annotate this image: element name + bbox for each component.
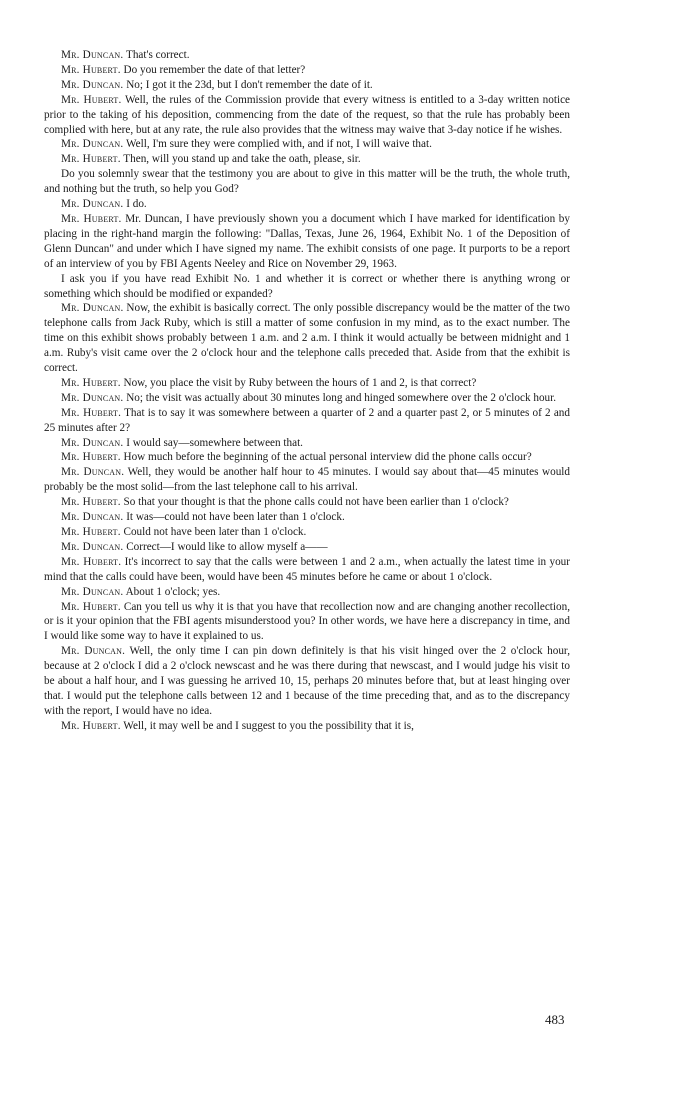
paragraph-text: How much before the beginning of the actual personal interview did the phone calls occur?: [120, 451, 532, 464]
testimony-paragraph: [44, 510, 570, 525]
speaker-label: Mr. Duncan.: [61, 302, 124, 315]
paragraph-text: Do you solemnly swear that the testimony you are about to give in this matter will be the truth, the whole truth, and nothing but the truth, so help you God?: [44, 168, 570, 196]
testimony-paragraph: [44, 465, 570, 495]
testimony-paragraph: [44, 63, 570, 78]
paragraph-text: I ask you if you have read Exhibit No. 1 and whether it is correct or whether there is anything wrong or something which should be modified or expanded?: [44, 272, 570, 300]
speaker-label: Mr. Duncan.: [61, 198, 124, 211]
testimony-paragraph: [44, 406, 570, 436]
paragraph-text: No; I got it the 23d, but I don't remember the date of it.: [123, 78, 373, 91]
paragraph-text: That is to say it was somewhere between a quarter of 2 and a quarter past 2, or 5 minutes of 2 and 25 minutes after 2?: [44, 406, 570, 434]
speaker-label: Mr. Duncan.: [61, 585, 124, 598]
paragraph-text: It's incorrect to say that the calls were between 1 and 2 a.m., when actually the latest time in your mind that the calls could have been, would have been 45 minutes before he came or about 1 o'clock.: [44, 555, 570, 583]
speaker-label: Mr. Duncan.: [61, 78, 124, 91]
paragraph-text: Well, the rules of the Commission provide that every witness is entitled to a 3-day written notice prior to the taking of his deposition, commencing from the date of the request, so that the rule has probably been complied with here, but at any rate, the rule also provides that the witness may waive that 3-day notice if he wishes.: [44, 93, 570, 136]
speaker-label: Mr. Duncan.: [61, 138, 124, 151]
testimony-paragraph: [44, 644, 570, 719]
testimony-paragraph: [44, 719, 570, 734]
paragraph-text: It was—could not have been later than 1 o'clock.: [123, 511, 345, 524]
testimony-paragraph: [44, 376, 570, 391]
testimony-paragraph: [44, 212, 570, 272]
testimony-paragraph: [44, 272, 570, 302]
testimony-paragraph: [44, 197, 570, 212]
speaker-label: Mr. Hubert.: [61, 555, 122, 568]
speaker-label: Mr. Duncan.: [61, 391, 124, 404]
speaker-label: Mr. Hubert.: [61, 451, 121, 464]
paragraph-text: Well, it may well be and I suggest to you the possibility that it is,: [120, 719, 414, 732]
speaker-label: Mr. Hubert.: [61, 93, 122, 106]
testimony-paragraph: [44, 301, 570, 376]
speaker-label: Mr. Hubert.: [61, 153, 121, 166]
paragraph-text: Now, the exhibit is basically correct. The only possible discrepancy would be the matter of the two telephone calls from Jack Ruby, which is still a matter of some confusion in my mind, as to the exact number. The time on this exhibit shows probably between 1 a.m. and 2 a.m. I think it would actually be between midnight and 1 a.m. Ruby's visit came over the 2 o'clock hour and the telephone calls preceded that. Aside from that the exhibit is correct.: [44, 302, 570, 375]
speaker-label: Mr. Hubert.: [61, 719, 121, 732]
page-number: 483: [545, 1012, 565, 1027]
paragraph-text: Then, will you stand up and take the oath, please, sir.: [120, 153, 361, 166]
paragraph-text: Well, they would be another half hour to 45 minutes. I would say about that—45 minutes would probably be the most solid—from the last telephone call to his arrival.: [44, 466, 571, 494]
speaker-label: Mr. Duncan.: [61, 645, 126, 658]
testimony-paragraph: [44, 167, 570, 197]
testimony-paragraph: [44, 525, 570, 540]
speaker-label: Mr. Hubert.: [61, 526, 121, 538]
testimony-paragraph: [44, 48, 570, 63]
speaker-label: Mr. Duncan.: [61, 49, 124, 61]
speaker-label: Mr. Hubert.: [61, 600, 121, 613]
testimony-paragraph: [44, 540, 570, 555]
testimony-paragraph: [44, 450, 570, 465]
testimony-paragraph: [44, 495, 570, 510]
speaker-label: Mr. Hubert.: [61, 63, 121, 76]
speaker-label: Mr. Duncan.: [61, 540, 124, 553]
paragraph-text: Could not have been later than 1 o'clock.: [120, 526, 307, 538]
testimony-paragraph: [44, 137, 570, 152]
paragraph-text: I do.: [123, 198, 147, 211]
paragraph-text: Correct—I would like to allow myself a——: [123, 540, 328, 553]
paragraph-text: Now, you place the visit by Ruby between the hours of 1 and 2, is that correct?: [120, 376, 477, 389]
testimony-paragraph: [44, 585, 570, 600]
paragraph-text: Mr. Duncan, I have previously shown you a document which I have marked for identification by placing in the right-hand margin the following: "Dallas, Texas, June 26, 1964, Exhibit No. 1 of the Deposition of Glenn Duncan" and under which I have signed my name. The exhibit consists of one page. It purports to be a report of an interview of you by FBI Agents Neeley and Rice on November 29, 1963.: [44, 212, 570, 270]
speaker-label: Mr. Duncan.: [61, 436, 124, 449]
speaker-label: Mr. Hubert.: [61, 496, 121, 509]
testimony-paragraph: [44, 600, 570, 645]
paragraph-text: I would say—somewhere between that.: [123, 436, 303, 449]
paragraph-text: So that your thought is that the phone calls could not have been earlier than 1 o'clock?: [120, 496, 509, 509]
paragraph-text: That's correct.: [123, 49, 190, 61]
testimony-paragraph: [44, 78, 570, 93]
testimony-paragraph: [44, 555, 570, 585]
paragraph-text: No; the visit was actually about 30 minutes long and hinged somewhere over the 2 o'clock hour.: [123, 391, 557, 404]
speaker-label: Mr. Hubert.: [61, 406, 122, 419]
paragraph-text: Do you remember the date of that letter?: [120, 63, 306, 76]
paragraph-text: About 1 o'clock; yes.: [123, 585, 221, 598]
testimony-paragraph: [44, 93, 570, 138]
paragraph-text: Well, I'm sure they were complied with, and if not, I will waive that.: [123, 138, 432, 151]
testimony-text: [44, 48, 570, 734]
speaker-label: Mr. Duncan.: [61, 466, 125, 479]
speaker-label: Mr. Duncan.: [61, 511, 124, 524]
speaker-label: Mr. Hubert.: [61, 212, 122, 225]
testimony-paragraph: [44, 436, 570, 451]
testimony-paragraph: [44, 391, 570, 406]
paragraph-text: Can you tell us why it is that you have that recollection now and are changing another recollection, or is it your opinion that the FBI agents misunderstood you? In other words, we have here a discrepancy in time, and I would like some way to have it explained to us.: [44, 600, 571, 643]
testimony-paragraph: [44, 152, 570, 167]
paragraph-text: Well, the only time I can pin down definitely is that his visit hinged over the 2 o'clock hour, because at 2 o'clock I did a 2 o'clock newscast and he was there during that newscast, and I would judge his visit to be about a half hour, and I was guessing he arrived 10, 15, perhaps 20 minutes before that, but at least hinging over that. I would put the telephone calls between 12 and 1 because of the time preceding that, and as to the discrepancy with the report, I would have no idea.: [44, 645, 570, 717]
speaker-label: Mr. Hubert.: [61, 376, 121, 389]
